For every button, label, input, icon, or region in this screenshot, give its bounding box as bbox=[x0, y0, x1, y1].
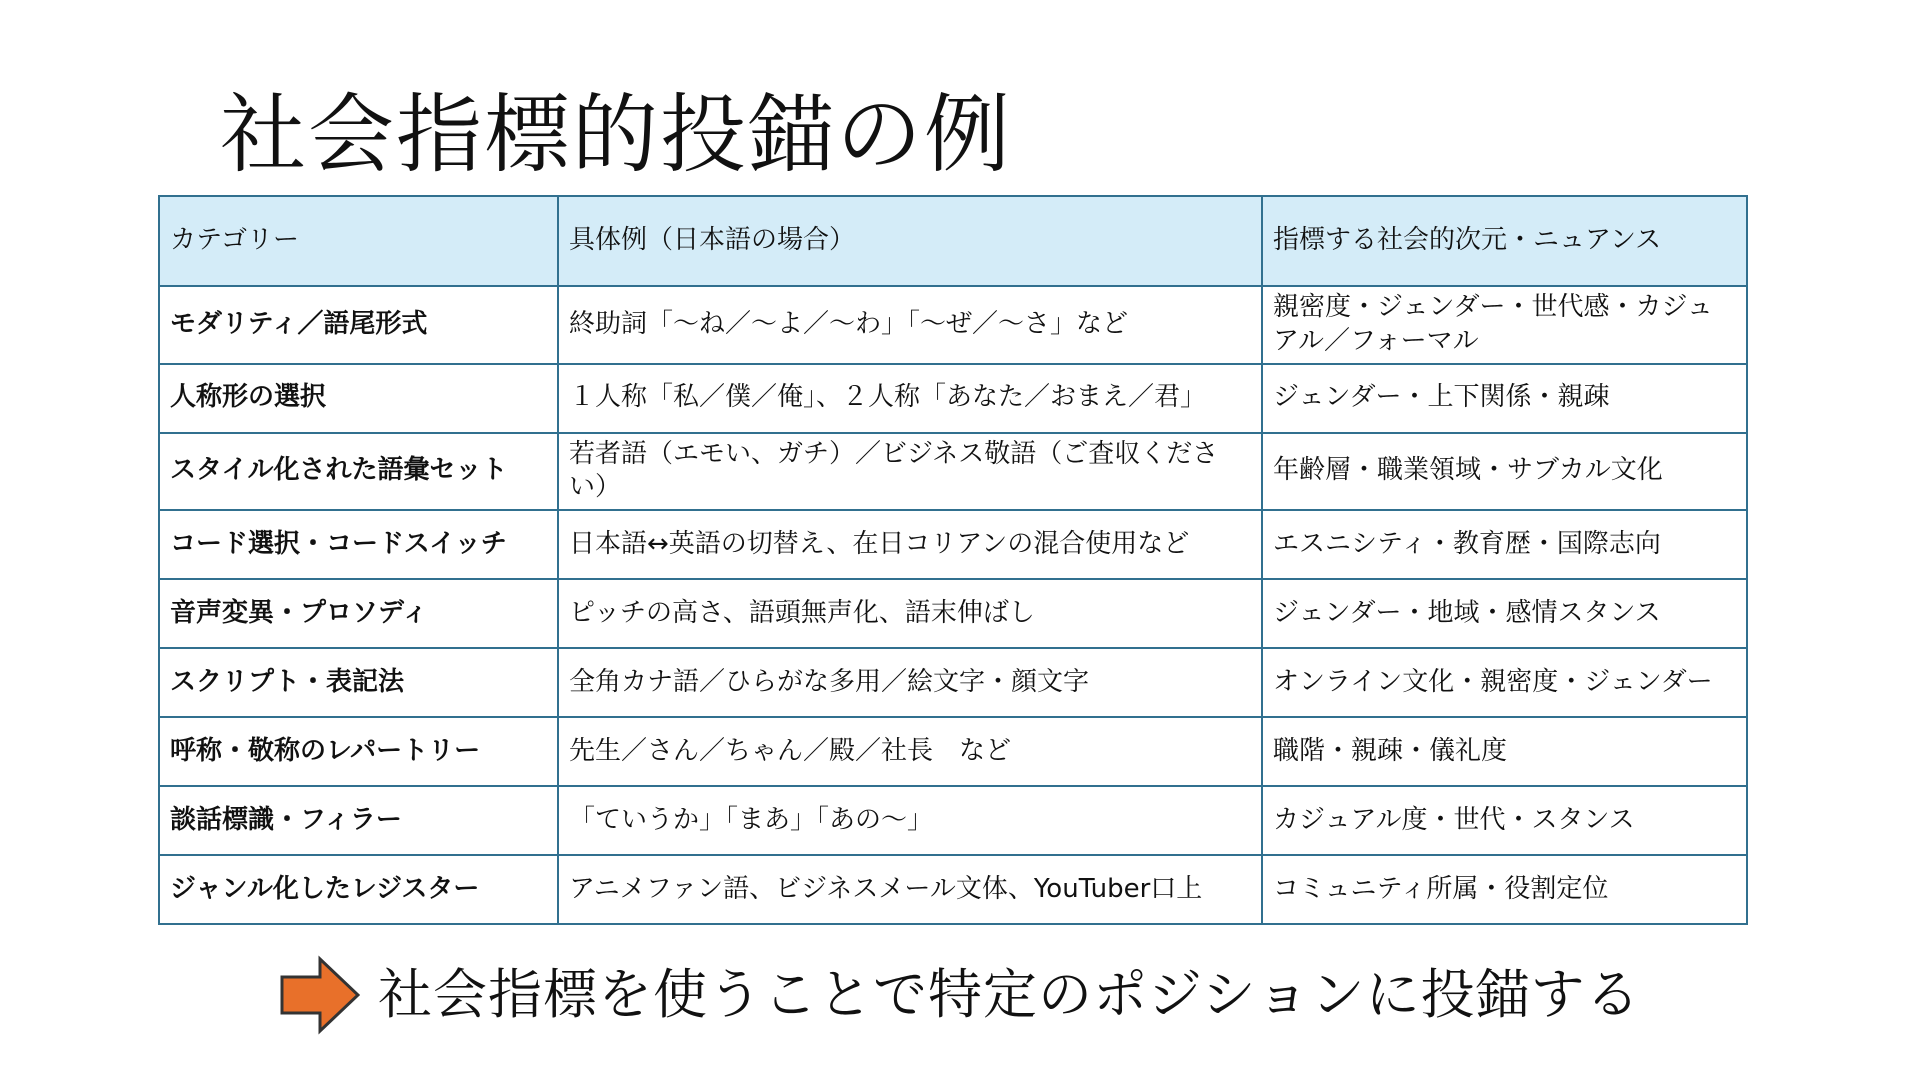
category-cell: 呼称・敬称のレパートリー bbox=[159, 717, 558, 786]
category-cell: ジャンル化したレジスター bbox=[159, 855, 558, 924]
category-cell: モダリティ／語尾形式 bbox=[159, 286, 558, 364]
dimension-cell: コミュニティ所属・役割定位 bbox=[1262, 855, 1747, 924]
table-row bbox=[159, 855, 1747, 924]
category-cell: コード選択・コードスイッチ bbox=[159, 510, 558, 579]
table-row bbox=[159, 717, 1747, 786]
table-row bbox=[159, 286, 1747, 364]
category-cell: スクリプト・表記法 bbox=[159, 648, 558, 717]
example-cell: 若者語（エモい、ガチ）／ビジネス敬語（ご査収ください） bbox=[558, 433, 1262, 511]
indexical-anchoring-table bbox=[158, 195, 1748, 925]
example-cell: アニメファン語、ビジネスメール文体、YouTuber口上 bbox=[558, 855, 1262, 924]
table-row bbox=[159, 579, 1747, 648]
dimension-cell: 職階・親疎・儀礼度 bbox=[1262, 717, 1747, 786]
example-cell: 先生／さん／ちゃん／殿／社長 など bbox=[558, 717, 1262, 786]
dimension-cell: 年齢層・職業領域・サブカル文化 bbox=[1262, 433, 1747, 511]
example-cell: １人称「私／僕／俺」、２人称「あなた／おまえ／君」 bbox=[558, 364, 1262, 433]
dimension-cell: オンライン文化・親密度・ジェンダー bbox=[1262, 648, 1747, 717]
header-examples: 具体例（日本語の場合） bbox=[558, 196, 1262, 286]
example-cell: 「ていうか」「まあ」「あの〜」 bbox=[558, 786, 1262, 855]
indexical-anchoring-table-container bbox=[158, 195, 1746, 925]
dimension-cell: エスニシティ・教育歴・国際志向 bbox=[1262, 510, 1747, 579]
header-category: カテゴリー bbox=[159, 196, 558, 286]
category-cell: スタイル化された語彙セット bbox=[159, 433, 558, 511]
dimension-cell: ジェンダー・地域・感情スタンス bbox=[1262, 579, 1747, 648]
conclusion-line bbox=[280, 955, 1641, 1035]
example-cell: 日本語↔英語の切替え、在日コリアンの混合使用など bbox=[558, 510, 1262, 579]
category-cell: 音声変異・プロソディ bbox=[159, 579, 558, 648]
example-cell: 終助詞「〜ね／〜よ／〜わ」「〜ぜ／〜さ」など bbox=[558, 286, 1262, 364]
conclusion-text: 社会指標を使うことで特定のポジションに投錨する bbox=[378, 963, 1641, 1026]
example-cell: ピッチの高さ、語頭無声化、語末伸ばし bbox=[558, 579, 1262, 648]
header-social-dimension: 指標する社会的次元・ニュアンス bbox=[1262, 196, 1747, 286]
category-cell: 談話標識・フィラー bbox=[159, 786, 558, 855]
dimension-cell: ジェンダー・上下関係・親疎 bbox=[1262, 364, 1747, 433]
category-cell: 人称形の選択 bbox=[159, 364, 558, 433]
table-row bbox=[159, 786, 1747, 855]
table-row bbox=[159, 364, 1747, 433]
dimension-cell: カジュアル度・世代・スタンス bbox=[1262, 786, 1747, 855]
example-cell: 全角カナ語／ひらがな多用／絵文字・顔文字 bbox=[558, 648, 1262, 717]
table-row bbox=[159, 648, 1747, 717]
table-row bbox=[159, 433, 1747, 511]
table-row bbox=[159, 510, 1747, 579]
right-arrow-icon bbox=[280, 955, 360, 1035]
dimension-cell: 親密度・ジェンダー・世代感・カジュアル／フォーマル bbox=[1262, 286, 1747, 364]
table-header-row bbox=[159, 196, 1747, 286]
slide-title: 社会指標的投錨の例 bbox=[220, 85, 1012, 185]
